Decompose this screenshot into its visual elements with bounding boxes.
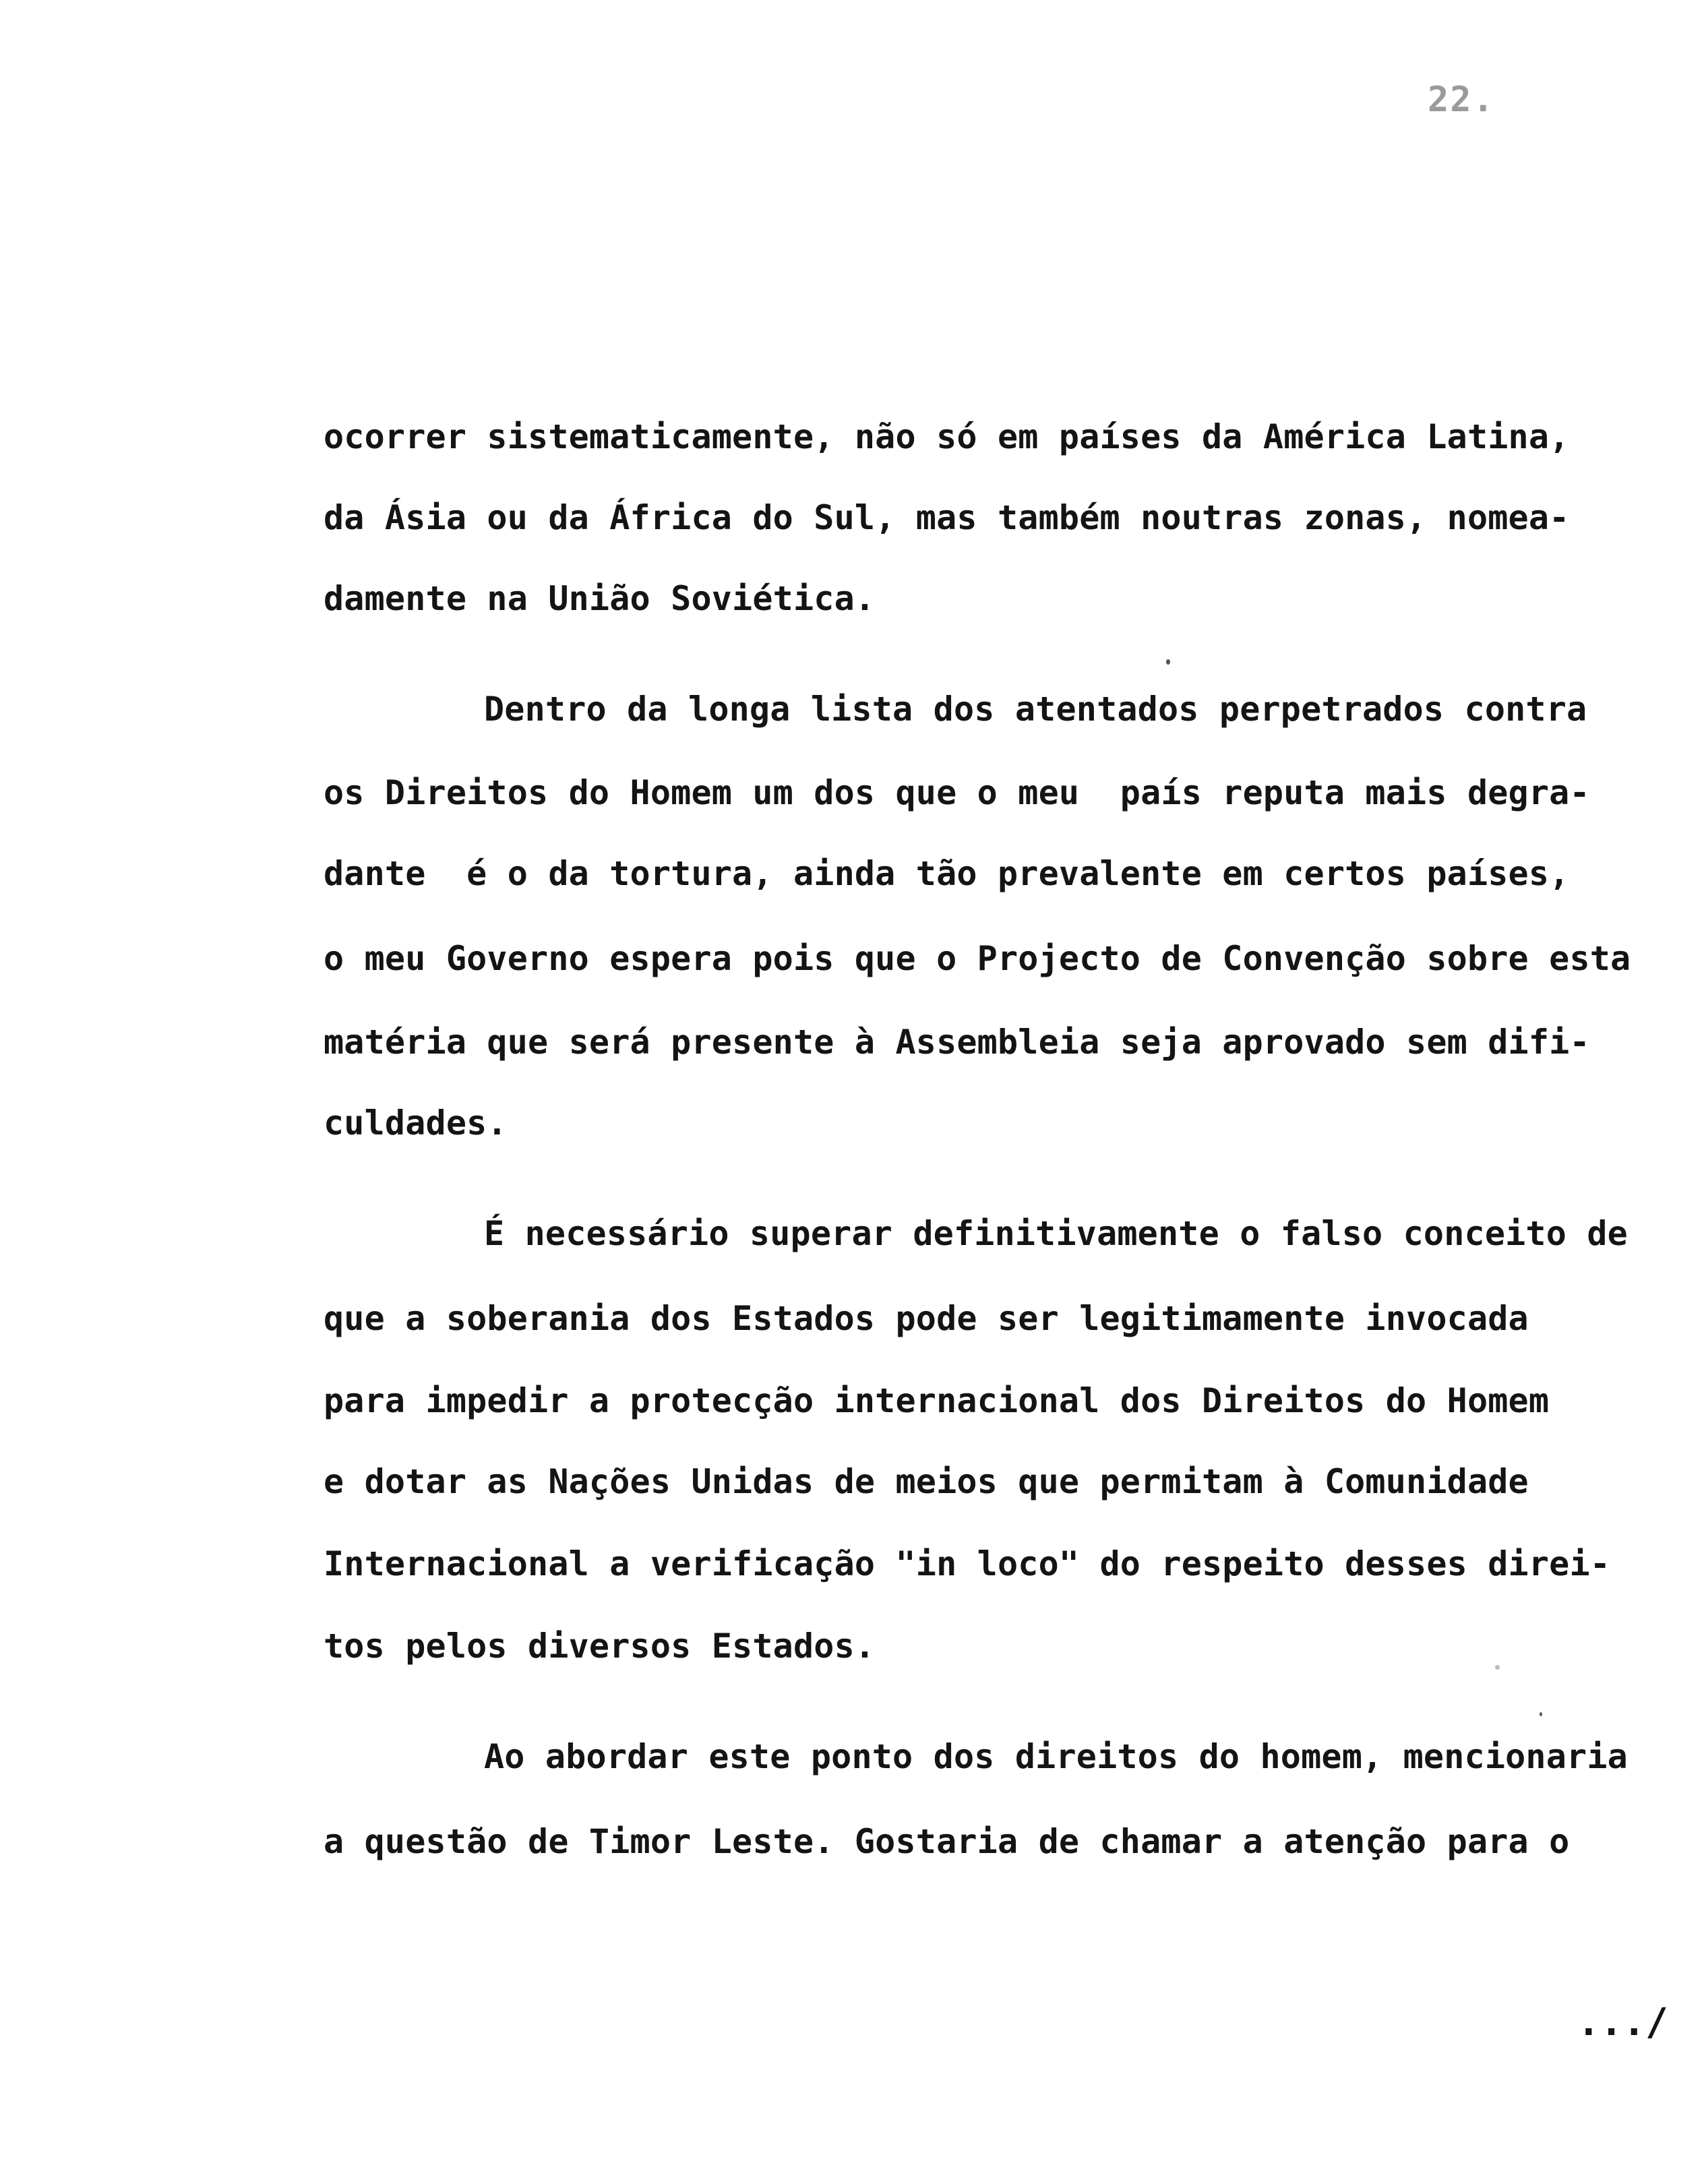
text-line: Ao abordar este ponto dos direitos do homem, mencionaria — [484, 1737, 1628, 1776]
text-line: para impedir a protecção internacional dos Direitos do Homem — [324, 1381, 1550, 1420]
scan-speck — [1166, 659, 1170, 665]
continuation-mark: .../ — [1577, 2001, 1668, 2044]
text-line: Internacional a verificação "in loco" do respeito desses direi- — [324, 1544, 1611, 1583]
text-line: o meu Governo espera pois que o Projecto de Convenção sobre esta — [324, 939, 1631, 978]
text-line: matéria que será presente à Assembleia seja aprovado sem difi- — [324, 1023, 1590, 1062]
text-line: culdades. — [324, 1103, 508, 1143]
text-line: ocorrer sistematicamente, não só em países da América Latina, — [324, 417, 1570, 456]
text-line: e dotar as Nações Unidas de meios que permitam à Comunidade — [324, 1462, 1529, 1501]
text-line: da Ásia ou da África do Sul, mas também noutras zonas, nomea- — [324, 498, 1570, 537]
text-line: tos pelos diversos Estados. — [324, 1627, 876, 1666]
scan-speck — [1540, 1712, 1542, 1716]
text-line: os Direitos do Homem um dos que o meu país reputa mais degra- — [324, 773, 1590, 812]
text-line: É necessário superar definitivamente o falso conceito de — [484, 1214, 1628, 1253]
page-number: 22. — [1428, 80, 1495, 120]
text-line: Dentro da longa lista dos atentados perpetrados contra — [484, 690, 1587, 729]
text-line: a questão de Timor Leste. Gostaria de chamar a atenção para o — [324, 1822, 1570, 1861]
text-line: damente na União Soviética. — [324, 579, 876, 618]
text-line: dante é o da tortura, ainda tão prevalente em certos países, — [324, 854, 1570, 893]
scan-speck — [1495, 1665, 1500, 1670]
text-line: que a soberania dos Estados pode ser legitimamente invocada — [324, 1299, 1529, 1338]
